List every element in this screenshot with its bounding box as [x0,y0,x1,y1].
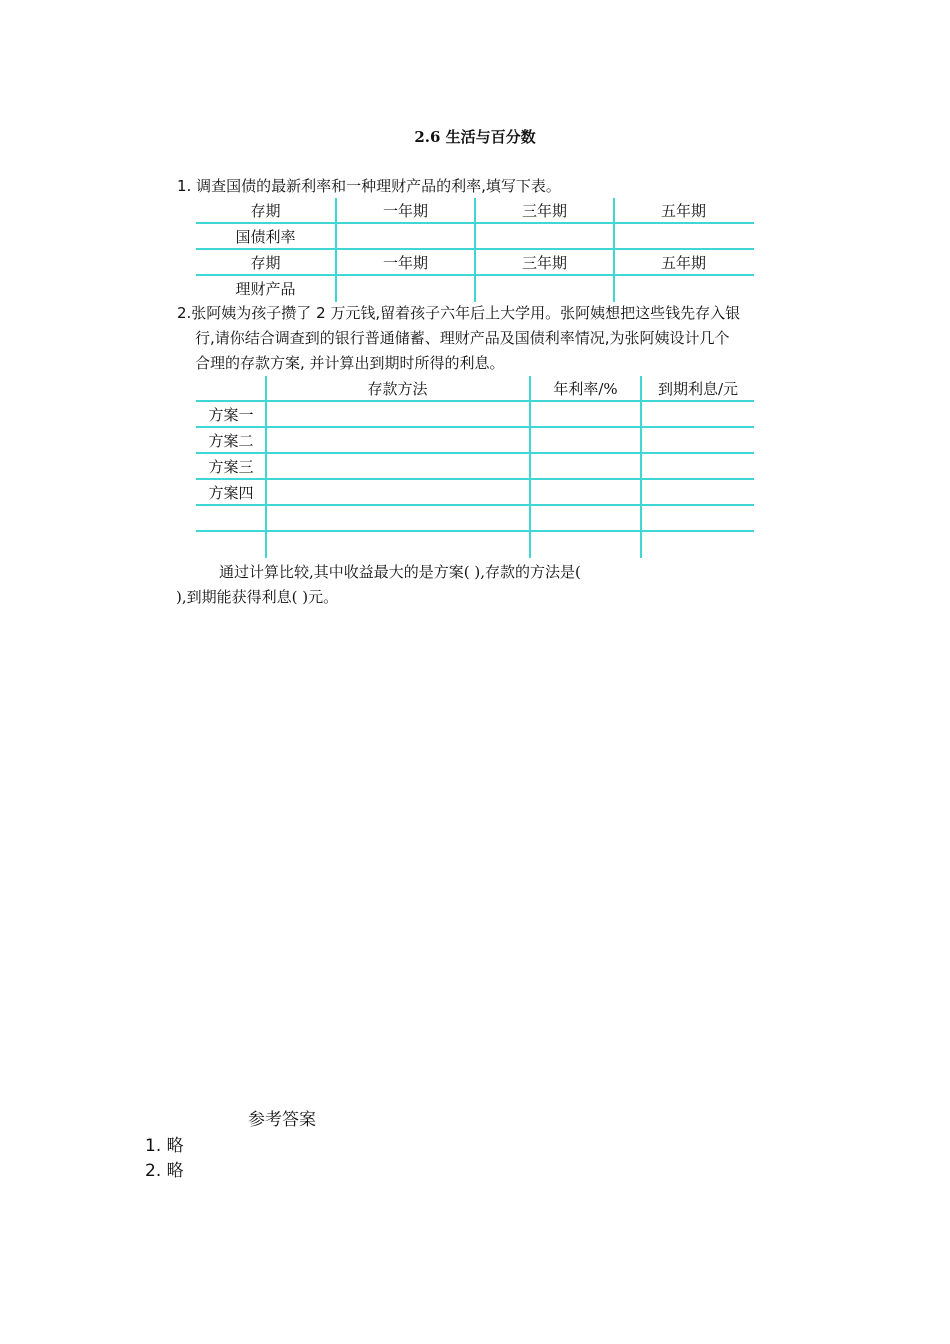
table-cell: 国债利率 [235,228,296,246]
table-cell: 五年期 [660,202,706,220]
page-title: 2.6 生活与百分数 [414,128,536,146]
question-2-line-3: 合理的存款方案, 并计算出到期时所得的利息。 [195,354,505,372]
question-2-table [196,376,754,558]
table-row-label: 方案四 [208,484,254,502]
table-rule [196,452,754,454]
question-2-line-1: 2.张阿姨为孩子攒了 2 万元钱,留着孩子六年后上大学用。张阿姨想把这些钱先存入银 [177,304,741,322]
answer-item: 2. 略 [145,1161,184,1181]
table-cell: 存期 [250,202,281,220]
conclusion-line-2: ),到期能获得利息( )元。 [176,588,339,606]
table-cell: 理财产品 [235,280,296,298]
table-rule [529,376,531,558]
table-rule [196,426,754,428]
table-rule [640,376,642,558]
table-rule [196,400,754,402]
table-row-label: 方案三 [208,458,254,476]
question-1-table [196,198,754,302]
conclusion-line-1: 通过计算比较,其中收益最大的是方案( ),存款的方法是( [219,563,581,581]
question-2-line-2: 行,请你结合调查到的银行普通储蓄、理财产品及国债利率情况,为张阿姨设计几个 [195,329,730,347]
answer-item: 1. 略 [145,1136,184,1156]
table-header: 年利率/% [553,380,618,398]
answers-heading: 参考答案 [248,1110,316,1130]
table-header: 到期利息/元 [657,380,739,398]
question-1-prompt: 1. 调查国债的最新利率和一种理财产品的利率,填写下表。 [177,177,561,195]
table-cell: 三年期 [521,202,567,220]
table-header: 存款方法 [367,380,428,398]
table-row-label: 方案二 [208,432,254,450]
table-cell: 一年期 [382,202,428,220]
table-cell: 一年期 [382,254,428,272]
table-rule [196,478,754,480]
table-rule [196,504,754,506]
table-rule [196,530,754,532]
table-cell: 五年期 [660,254,706,272]
table-cell: 三年期 [521,254,567,272]
table-cell: 存期 [250,254,281,272]
table-row-label: 方案一 [208,406,254,424]
